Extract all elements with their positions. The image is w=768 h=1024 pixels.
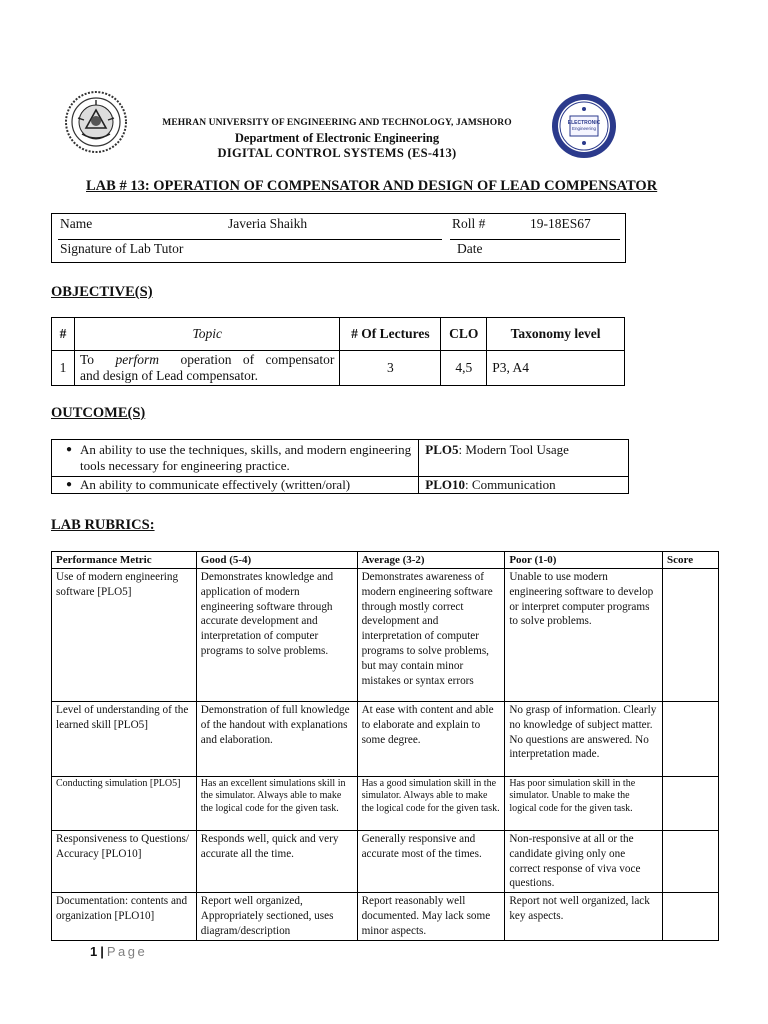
objective-topic <box>74 351 339 386</box>
objectives-heading: OBJECTIVE(S) <box>51 284 153 300</box>
rubric-good: Demonstration of full knowledge of the handout with explanations and elaboration. <box>196 702 357 777</box>
page-word: Page <box>106 944 148 959</box>
rubrics-table <box>51 551 719 941</box>
rubric-row <box>52 893 719 940</box>
rubrics-heading: LAB RUBRICS: <box>51 517 155 533</box>
outcome-row <box>52 440 629 477</box>
rubric-average: Generally responsive and accurate most of the times. <box>357 831 505 893</box>
lab-title: LAB # 13: OPERATION OF COMPENSATOR AND DESIGN OF LEAD COMPENSATOR <box>86 178 658 194</box>
rubric-score[interactable] <box>663 831 719 893</box>
rubric-good: Has an excellent simulations skill in the simulator. Always able to make the logical code for the given task. <box>196 777 357 831</box>
outcome-plo: PLO10 <box>425 477 466 492</box>
rubric-poor: No grasp of information. Clearly no knowledge of subject matter. No questions are answered. No interpretation made. <box>505 702 663 777</box>
roll-label: Roll # <box>452 216 486 231</box>
rubric-metric: Conducting simulation [PLO5] <box>52 777 197 831</box>
roll-underline <box>450 239 620 240</box>
department-name: Department of Electronic Engineering <box>234 131 440 145</box>
topic-word-perform: perform <box>115 352 159 367</box>
rubric-poor: Unable to use modern engineering software to develop or interpret computer programs to solve problems. <box>505 569 663 702</box>
rubric-metric: Documentation: contents and organization [PLO10] <box>52 893 197 940</box>
rubric-poor: Has poor simulation skill in the simulator. Unable to make the logical code for the given task. <box>505 777 663 831</box>
outcomes-table <box>51 439 629 494</box>
col-clo: CLO <box>441 318 487 351</box>
col-good: Good (5-4) <box>196 552 357 569</box>
col-num: # <box>52 318 75 351</box>
page-footer <box>90 944 147 959</box>
outcome-text: An ability to use the techniques, skills, and modern engineering tools necessary for engineering practice. <box>80 442 412 473</box>
rubric-good: Report well organized, Appropriately sectioned, uses diagram/description <box>196 893 357 940</box>
rubric-score[interactable] <box>663 569 719 702</box>
rubric-good: Demonstrates knowledge and application of modern engineering software through accurate development and interpretation of computer programs to solve problems. <box>196 569 357 702</box>
col-metric: Performance Metric <box>52 552 197 569</box>
name-label: Name <box>60 216 93 231</box>
name-underline <box>58 239 442 240</box>
rubric-average: Report reasonably well documented. May lack some minor aspects. <box>357 893 505 940</box>
outcome-plo: PLO5 <box>425 442 459 457</box>
objective-clo: 4,5 <box>441 351 487 386</box>
outcomes-heading: OUTCOME(S) <box>51 405 146 421</box>
page-separator: | <box>100 944 104 959</box>
outcome-plo-desc: : Modern Tool Usage <box>458 442 569 457</box>
rubric-poor: Report not well organized, lack key aspects. <box>505 893 663 940</box>
col-topic: Topic <box>74 318 339 351</box>
outcome-text: An ability to communicate effectively (written/oral) <box>80 477 351 492</box>
student-info-box <box>51 213 626 263</box>
page-number: 1 <box>90 944 98 959</box>
university-logo <box>64 90 128 154</box>
department-logo-text: ELECTRONIC <box>567 120 601 126</box>
topic-word-to: To <box>79 352 95 367</box>
col-lectures: # Of Lectures <box>340 318 441 351</box>
objectives-table <box>51 317 625 386</box>
topic-text-2: and design of Lead compensator. <box>79 368 259 383</box>
rubric-good: Responds well, quick and very accurate all the time. <box>196 831 357 893</box>
signature-label: Signature of Lab Tutor <box>60 241 184 256</box>
name-value: Javeria Shaikh <box>228 216 308 231</box>
rubric-metric: Use of modern engineering software [PLO5] <box>52 569 197 702</box>
rubric-row <box>52 702 719 777</box>
col-taxonomy: Taxonomy level <box>487 318 625 351</box>
rubric-score[interactable] <box>663 702 719 777</box>
col-score: Score <box>663 552 719 569</box>
department-logo-subtext: Engineering <box>571 126 597 131</box>
date-label: Date <box>457 241 483 256</box>
rubric-average: At ease with content and able to elaborate and explain to some degree. <box>357 702 505 777</box>
bullet-icon: ● <box>65 444 73 455</box>
bullet-icon: ● <box>65 479 73 490</box>
outcome-row <box>52 477 629 494</box>
rubric-row <box>52 831 719 893</box>
rubric-average: Has a good simulation skill in the simulator. Always able to make the logical code for the given task. <box>357 777 505 831</box>
objectives-row <box>52 351 625 386</box>
rubric-score[interactable] <box>663 777 719 831</box>
rubric-average: Demonstrates awareness of modern engineering software through mostly correct development and interpretation of computer programs to solve problems, but may contain minor mistakes or syntax errors <box>357 569 505 702</box>
col-poor: Poor (1-0) <box>505 552 663 569</box>
course-title: DIGITAL CONTROL SYSTEMS (ES-413) <box>217 146 457 160</box>
university-name: MEHRAN UNIVERSITY OF ENGINEERING AND TECHNOLOGY, JAMSHORO <box>162 118 512 128</box>
rubric-metric: Level of understanding of the learned skill [PLO5] <box>52 702 197 777</box>
rubric-poor: Non-responsive at all or the candidate giving only one correct response of viva voce questions. <box>505 831 663 893</box>
col-average: Average (3-2) <box>357 552 505 569</box>
objectives-header-row <box>52 318 625 351</box>
roll-value: 19-18ES67 <box>530 216 591 231</box>
rubric-score[interactable] <box>663 893 719 940</box>
rubric-row <box>52 569 719 702</box>
objective-lectures: 3 <box>340 351 441 386</box>
rubrics-header-row <box>52 552 719 569</box>
rubric-metric: Responsiveness to Questions/ Accuracy [PLO10] <box>52 831 197 893</box>
objective-taxonomy: P3, A4 <box>487 351 625 386</box>
rubric-row <box>52 777 719 831</box>
objective-num: 1 <box>52 351 75 386</box>
outcome-plo-desc: : Communication <box>465 477 556 492</box>
department-logo <box>550 92 618 160</box>
topic-text-1: operation of compensator <box>180 352 335 367</box>
